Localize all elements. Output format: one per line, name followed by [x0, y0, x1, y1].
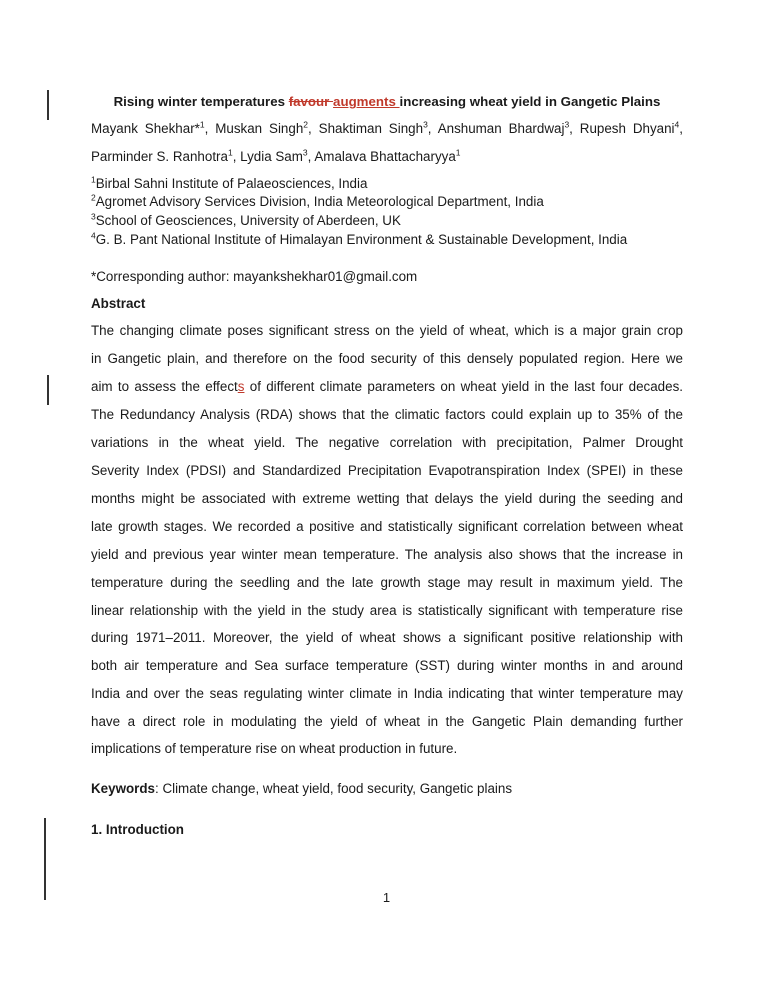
abstract-line: in Gangetic plain, and therefore on the food security of this densely populated region. Here we	[91, 351, 683, 366]
author-affiliation-sup: 3	[564, 119, 570, 130]
affiliation-text: Birbal Sahni Institute of Palaeosciences, India	[95, 176, 368, 191]
keywords	[91, 780, 512, 798]
section-heading-introduction: 1. Introduction	[91, 822, 184, 837]
author-name: Lydia Sam	[240, 149, 303, 164]
abstract-line: both air temperature and Sea surface temperature (SST) during winter months in and around	[91, 658, 683, 673]
authors-line-1: Mayank Shekhar*$^1$, Muskan Singh$^2$, Shaktiman Singh$^3$, Anshuman Bhardwaj$^3$, Rupesh Dhyani$^4$,	[91, 119, 683, 136]
keywords-label: Keywords	[91, 781, 155, 796]
change-bar-introduction	[44, 818, 46, 900]
abstract-line-last: implications of temperature rise on wheat production in future.	[91, 741, 458, 756]
keywords-text: : Climate change, wheat yield, food security, Gangetic plains	[155, 781, 513, 796]
abstract-line: late growth stages. We recorded a positive and statistically significant correlation between wheat	[91, 519, 683, 534]
title-deleted-text: favour	[288, 94, 334, 109]
abstract-line: have a direct role in modulating the yield of wheat in the Gangetic Plain demanding further	[91, 714, 683, 729]
author-affiliation-sup: 2	[303, 119, 309, 130]
author-name: Muskan Singh	[215, 121, 304, 136]
abstract-line: The Redundancy Analysis (RDA) shows that the climatic factors could explain up to 35% of the	[91, 407, 683, 422]
affiliation-sup: 2	[91, 192, 96, 203]
abstract-line: during 1971–2011. Moreover, the yield of wheat shows a significant positive relationship with	[91, 630, 683, 645]
change-bar-abstract	[47, 375, 49, 405]
abstract-line: temperature during the seedling and the late growth stage may result in maximum yield. The	[91, 575, 683, 590]
corresponding-author: *Corresponding author: mayankshekhar01@gmail.com	[91, 269, 418, 284]
title-inserted-text: augments	[333, 94, 400, 109]
change-bar-title	[47, 90, 49, 120]
paper-title	[91, 93, 683, 111]
affiliation-text: G. B. Pant National Institute of Himalayan Environment & Sustainable Development, India	[95, 232, 628, 247]
author-affiliation-sup: 1	[227, 147, 233, 158]
affiliation-text: School of Geosciences, University of Aberdeen, UK	[95, 213, 401, 228]
abstract-line: variations in the wheat yield. The negative correlation with precipitation, Palmer Drought	[91, 435, 683, 450]
author-name: Anshuman Bhardwaj	[437, 121, 565, 136]
author-affiliation-sup: 1	[199, 119, 205, 130]
abstract-line-rest: of different climate parameters on wheat yield in the last four decades.	[244, 379, 683, 394]
abstract-line: Severity Index (PDSI) and Standardized Precipitation Evapotranspiration Index (SPEI) in these	[91, 463, 683, 478]
title-part2: increasing wheat yield in Gangetic Plains	[399, 94, 661, 109]
affiliation-sup: 3	[91, 211, 96, 222]
author-name: Shaktiman Singh	[318, 121, 424, 136]
abstract-line: India and over the seas regulating winter climate in India indicating that winter temperature may	[91, 686, 683, 701]
affiliation-sup: 1	[91, 174, 96, 185]
abstract-line-with-edit	[91, 378, 683, 396]
abstract-line-start: aim to assess the effect	[91, 379, 238, 394]
title-part1: Rising winter temperatures	[113, 94, 289, 109]
author-affiliation-sup: 3	[302, 147, 308, 158]
affiliation-4	[91, 231, 627, 249]
author-name: Amalava Bhattacharyya	[314, 149, 456, 164]
author-name: Mayank Shekhar*	[91, 121, 200, 136]
author-affiliation-sup: 3	[423, 119, 428, 130]
abstract-inserted-text: s	[237, 379, 245, 394]
abstract-line: yield and previous year winter mean temperature. The analysis also shows that the increase in	[91, 547, 683, 562]
author-affiliation-sup: 4	[674, 119, 680, 130]
author-affiliation-sup: 1	[455, 147, 461, 158]
author-name: Parminder S. Ranhotra	[91, 149, 228, 164]
page-number: 1	[382, 890, 391, 905]
abstract-line: The changing climate poses significant stress on the yield of wheat, which is a major grain crop	[91, 323, 683, 338]
authors-line-2: Parminder S. Ranhotra$^1$, Lydia Sam$^3$, Amalava Bhattacharyya$^1$	[91, 147, 461, 164]
abstract-line: months might be associated with extreme wetting that delays the yield during the seeding and	[91, 491, 683, 506]
affiliation-2	[91, 193, 544, 211]
abstract-heading: Abstract	[91, 296, 146, 311]
affiliation-3	[91, 212, 401, 230]
affiliation-text: Agromet Advisory Services Division, India Meteorological Department, India	[95, 194, 544, 209]
abstract-line: linear relationship with the yield in the study area is statistically significant with temperature rise	[91, 603, 683, 618]
affiliation-1	[91, 175, 367, 193]
affiliation-sup: 4	[91, 230, 96, 241]
author-name: Rupesh Dhyani	[579, 121, 675, 136]
